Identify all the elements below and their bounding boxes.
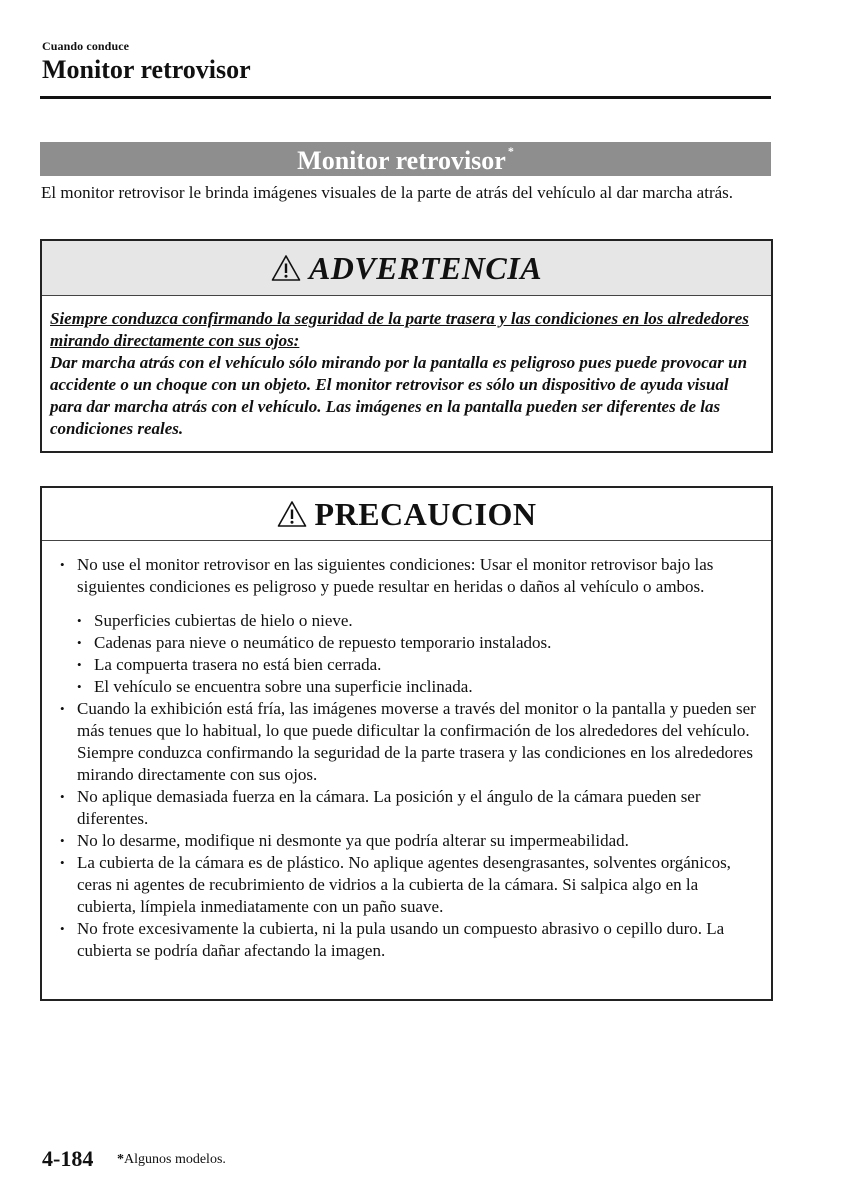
caution-header xyxy=(42,488,771,541)
warning-triangle-icon xyxy=(277,500,307,528)
section-title xyxy=(297,144,514,176)
caution-list xyxy=(60,554,759,962)
warning-body xyxy=(42,296,771,440)
warning-box xyxy=(40,239,773,453)
list-item: • No frote excesivamente la cubierta, ni la pula usando un compuesto abrasivo o cepillo duro. La cubierta se podría dañar afectando la imagen. xyxy=(60,918,759,962)
warning-lead: Siempre conduzca confirmando la seguridad de la parte trasera y las condiciones en los alrededores mirando directamente con sus ojos: xyxy=(50,309,749,350)
list-item: • El vehículo se encuentra sobre una superficie inclinada. xyxy=(77,676,759,698)
page-number: 4-184 xyxy=(42,1146,94,1171)
intro-paragraph: El monitor retrovisor le brinda imágenes visuales de la parte de atrás del vehículo al dar marcha atrás. xyxy=(41,183,734,202)
condition-sublist xyxy=(77,610,759,698)
caution-title: PRECAUCION xyxy=(314,495,537,532)
list-item: • Cadenas para nieve o neumático de repuesto temporario instalados. xyxy=(77,632,759,654)
warning-title: ADVERTENCIA xyxy=(308,249,543,286)
model-asterisk: * xyxy=(507,144,514,158)
section-title-text: Monitor retrovisor xyxy=(297,146,506,175)
list-item: • La cubierta de la cámara es de plástico. No aplique agentes desengrasantes, solventes orgánicos, ceras ni agentes de recubrimiento de vidrios a la cubierta de la cámara. Si salpica algo en la cubierta, límpiela inmediatamente con un paño suave. xyxy=(60,852,759,918)
warning-header xyxy=(42,241,771,296)
list-item xyxy=(60,554,759,698)
chapter-label: Cuando conduce xyxy=(42,39,130,53)
list-item-text: No use el monitor retrovisor en las siguientes condiciones: Usar el monitor retrovisor bajo las siguientes condiciones es peligroso y puede resultar en heridas o daños al vehículo o ambos. xyxy=(77,555,714,596)
list-item: • No lo desarme, modifique ni desmonte ya que podría alterar su impermeabilidad. xyxy=(60,830,759,852)
warning-triangle-icon xyxy=(271,254,301,282)
caution-box xyxy=(40,486,773,1001)
heading-divider xyxy=(40,96,771,99)
list-item: • La compuerta trasera no está bien cerrada. xyxy=(77,654,759,676)
page-title: Monitor retrovisor xyxy=(42,55,251,84)
list-item: • No aplique demasiada fuerza en la cámara. La posición y el ángulo de la cámara pueden ser diferentes. xyxy=(60,786,759,830)
footnote-text: Algunos modelos. xyxy=(124,1152,226,1167)
list-item: • Cuando la exhibición está fría, las imágenes moverse a través del monitor o la pantalla y pueden ser más tenues que lo habitual, lo que puede dificultar la confirmación de los alrededores del vehículo. Siempre conduzca confirmando la seguridad de la parte trasera y las condiciones en los alrededores mirando directamente con sus ojos. xyxy=(60,698,759,786)
caution-body xyxy=(42,541,771,962)
list-item: • Superficies cubiertas de hielo o nieve. xyxy=(77,610,759,632)
footnote-mark: * xyxy=(117,1152,124,1167)
warning-text: Dar marcha atrás con el vehículo sólo mirando por la pantalla es peligroso pues puede provocar un accidente o un choque con un objeto. El monitor retrovisor es sólo un dispositivo de ayuda visual para dar marcha atrás con el vehículo. Las imágenes en la pantalla pueden ser diferentes de las condiciones reales. xyxy=(50,353,748,438)
footnote xyxy=(117,1152,226,1168)
section-title-bar xyxy=(40,142,771,176)
